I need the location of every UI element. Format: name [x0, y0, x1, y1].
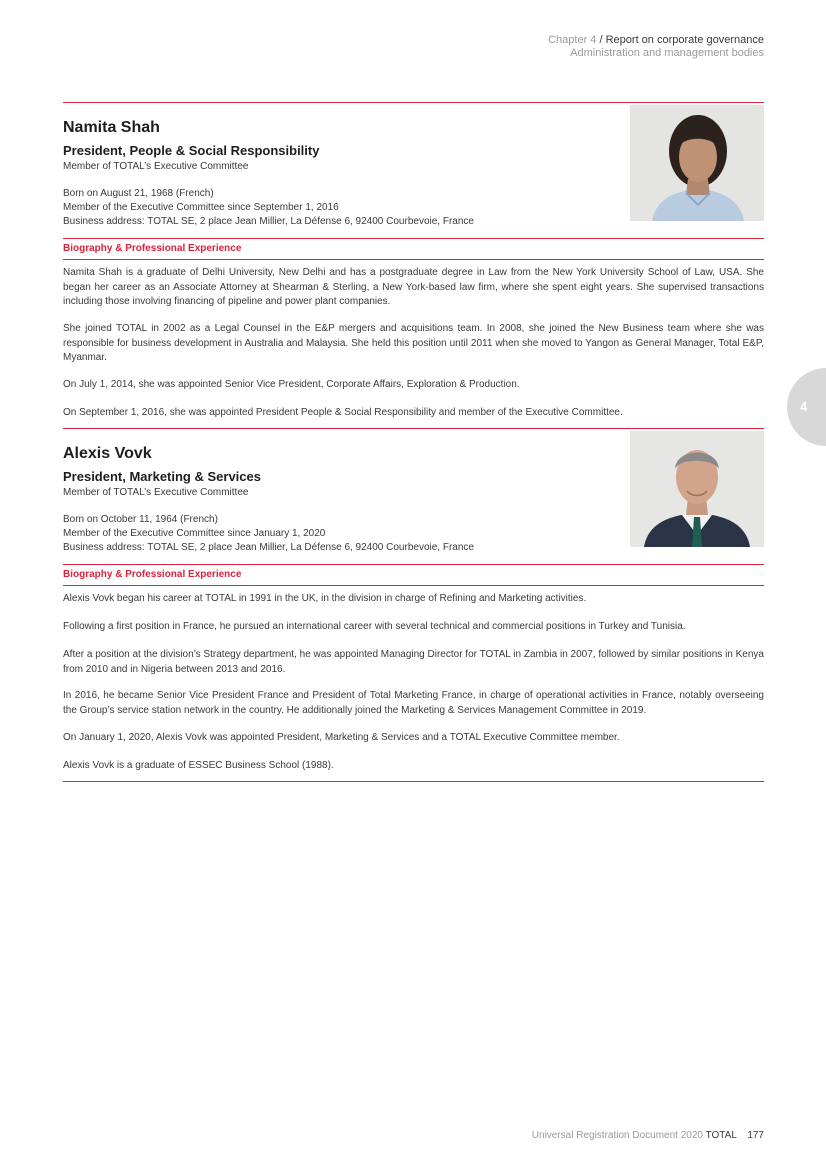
committee-membership: Member of TOTAL’s Executive Committee — [63, 487, 249, 498]
business-address: Business address: TOTAL SE, 2 place Jean Millier, La Défense 6, 92400 Courbevoie, France — [63, 216, 474, 227]
portrait-photo — [630, 431, 764, 547]
biography-heading-bar — [63, 238, 764, 260]
bio-paragraph: Namita Shah is a graduate of Delhi University, New Delhi and has a postgraduate degree in Law from the New York University School of Law, USA. She began her career as an Associate Attorney at Shearman & Sterling, a New York-based law firm, where she spent eight years. She supervised transactions including those involving financing of pipeline and power plant companies. — [63, 267, 764, 307]
person-name: Namita Shah — [63, 119, 160, 136]
chapter-tab-number: 4 — [800, 399, 808, 414]
portrait-photo — [630, 105, 764, 221]
document-title: Universal Registration Document 2020 — [531, 1130, 703, 1141]
biography-heading: Biography & Professional Experience — [63, 569, 242, 580]
portrait-alexis-vovk — [630, 431, 764, 547]
portrait-namita-shah — [630, 105, 764, 221]
person-name: Alexis Vovk — [63, 445, 152, 462]
brand-name: TOTAL — [705, 1130, 737, 1141]
profile-alexis-vovk — [63, 428, 764, 771]
chapter-line — [548, 34, 764, 47]
birth-info: Born on August 21, 1968 (French) — [63, 188, 214, 199]
page-number: 177 — [747, 1130, 764, 1141]
bio-paragraph: On January 1, 2020, Alexis Vovk was appointed President, Marketing & Services and a TOTAL Executive Committee member. — [63, 732, 620, 743]
member-since: Member of the Executive Committee since January 1, 2020 — [63, 528, 326, 539]
member-since: Member of the Executive Committee since September 1, 2016 — [63, 202, 339, 213]
profile-end-divider — [63, 781, 764, 782]
page-footer — [532, 1130, 764, 1141]
person-title: President, People & Social Responsibility — [63, 143, 320, 158]
business-address: Business address: TOTAL SE, 2 place Jean Millier, La Défense 6, 92400 Courbevoie, France — [63, 542, 474, 553]
committee-membership: Member of TOTAL’s Executive Committee — [63, 161, 249, 172]
birth-info: Born on October 11, 1964 (French) — [63, 514, 218, 525]
bio-paragraph: Alexis Vovk is a graduate of ESSEC Business School (1988). — [63, 760, 334, 771]
biography-heading: Biography & Professional Experience — [63, 243, 242, 254]
section-title: Administration and management bodies — [570, 47, 764, 59]
chapter-tab — [787, 368, 826, 446]
chapter-label: Chapter 4 — [548, 34, 597, 46]
profile-namita-shah — [63, 102, 764, 418]
bio-paragraph: On July 1, 2014, she was appointed Senior Vice President, Corporate Affairs, Exploration & Production. — [63, 379, 520, 390]
bio-paragraph: Alexis Vovk began his career at TOTAL in 1991 in the UK, in the division in charge of Refining and Marketing activities. — [63, 593, 587, 604]
chapter-separator: / — [599, 34, 603, 46]
chapter-title: Report on corporate governance — [605, 34, 764, 46]
bio-paragraph: After a position at the division’s Strategy department, he was appointed Managing Director for TOTAL in Zambia in 2007, followed by similar positions in Kenya from 2010 and in Nigeria between 2013 and 2016. — [63, 649, 764, 675]
bio-paragraph: She joined TOTAL in 2002 as a Legal Counsel in the E&P mergers and acquisitions team. In 2008, she joined the New Business team where she was responsible for business development in Australia and Malaysia. She held this position until 2011 when she moved to Yangon as General Manager, Total E&P, Myanmar. — [63, 323, 764, 363]
profile-divider — [63, 428, 764, 429]
bio-paragraph: On September 1, 2016, she was appointed President People & Social Responsibility and member of the Executive Committee. — [63, 407, 623, 418]
bio-paragraph: Following a first position in France, he pursued an international career with several technical and commercial positions in Turkey and Tunisia. — [63, 621, 686, 632]
biography-heading-bar — [63, 564, 764, 586]
profile-divider — [63, 102, 764, 103]
page-header — [548, 34, 764, 60]
bio-paragraph: In 2016, he became Senior Vice President France and President of Total Marketing France, in charge of operational activities in France, notably overseeing the Group’s service station network in the country. He additionally joined the Marketing & Services Management Committee in 2019. — [63, 690, 764, 716]
person-title: President, Marketing & Services — [63, 469, 261, 484]
